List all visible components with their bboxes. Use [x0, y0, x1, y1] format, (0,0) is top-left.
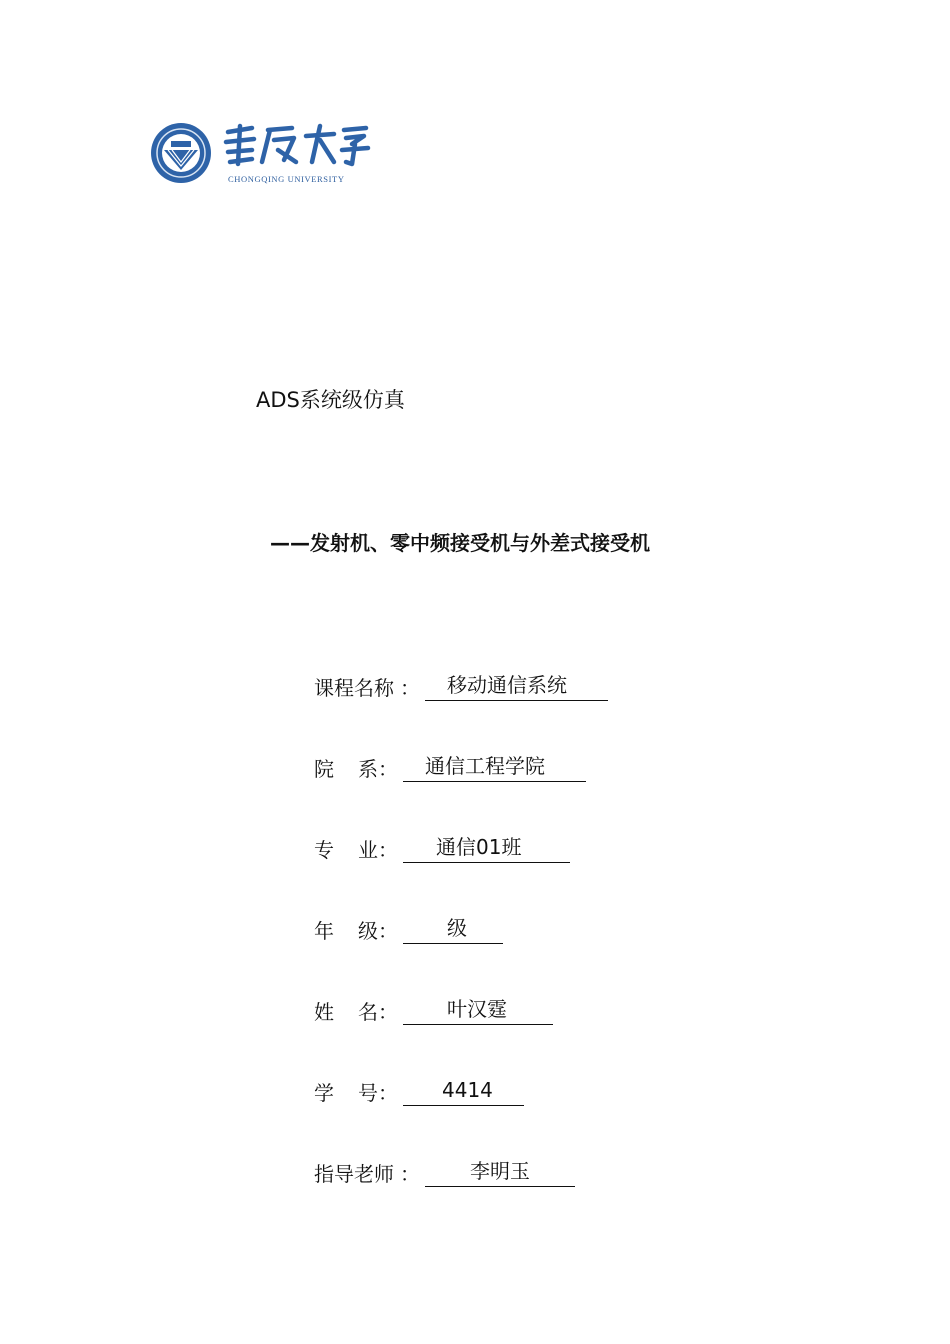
field-advisor-value — [425, 1158, 575, 1187]
field-student-id-label-1: 学 — [314, 1081, 334, 1105]
field-advisor-colon: ： — [400, 1162, 420, 1186]
field-course-colon: ： — [400, 676, 420, 700]
field-department-value — [403, 753, 586, 782]
field-grade-label-1: 年 — [314, 919, 334, 943]
field-major-label-1: 专 — [314, 838, 334, 862]
field-course-value-text: 移动通信系统 — [447, 673, 567, 697]
field-student-id-value-text: 4414 — [442, 1078, 493, 1102]
university-name-calligraphy — [222, 122, 372, 168]
document-subtitle: ——发射机、零中频接受机与外差式接受机 — [270, 531, 650, 555]
field-grade-label-2: 级 — [358, 919, 378, 943]
field-major-value — [403, 834, 570, 863]
field-department-label-1: 院 — [314, 757, 334, 781]
university-name-english: CHONGQING UNIVERSITY — [228, 174, 345, 184]
field-name-value-text: 叶汉霆 — [447, 997, 507, 1021]
university-logo — [150, 122, 375, 188]
field-grade-value — [403, 915, 503, 944]
field-department-colon: ： — [378, 757, 398, 781]
field-course-value — [425, 672, 608, 701]
field-department-value-text: 通信工程学院 — [425, 754, 545, 778]
field-grade-colon: ： — [378, 919, 398, 943]
field-student-id-label-2: 号 — [358, 1081, 378, 1105]
university-seal-icon — [150, 122, 212, 184]
field-name-label-2: 名 — [358, 1000, 378, 1024]
field-major-label-2: 业 — [358, 838, 378, 862]
field-name-value — [403, 996, 553, 1025]
field-department-label-2: 系 — [358, 757, 378, 781]
field-name-label-1: 姓 — [314, 1000, 334, 1024]
document-title: ADS系统级仿真 — [256, 388, 405, 412]
field-major-colon: ： — [378, 838, 398, 862]
field-name-colon: ： — [378, 1000, 398, 1024]
field-grade-value-text: 级 — [447, 916, 467, 940]
field-advisor-label: 指导老师 — [314, 1162, 394, 1186]
field-student-id-colon: ： — [378, 1081, 398, 1105]
field-major-value-text: 通信01班 — [436, 835, 522, 859]
field-advisor-value-text: 李明玉 — [470, 1159, 530, 1183]
field-course-label: 课程名称 — [314, 676, 394, 700]
field-student-id-value — [403, 1077, 524, 1106]
